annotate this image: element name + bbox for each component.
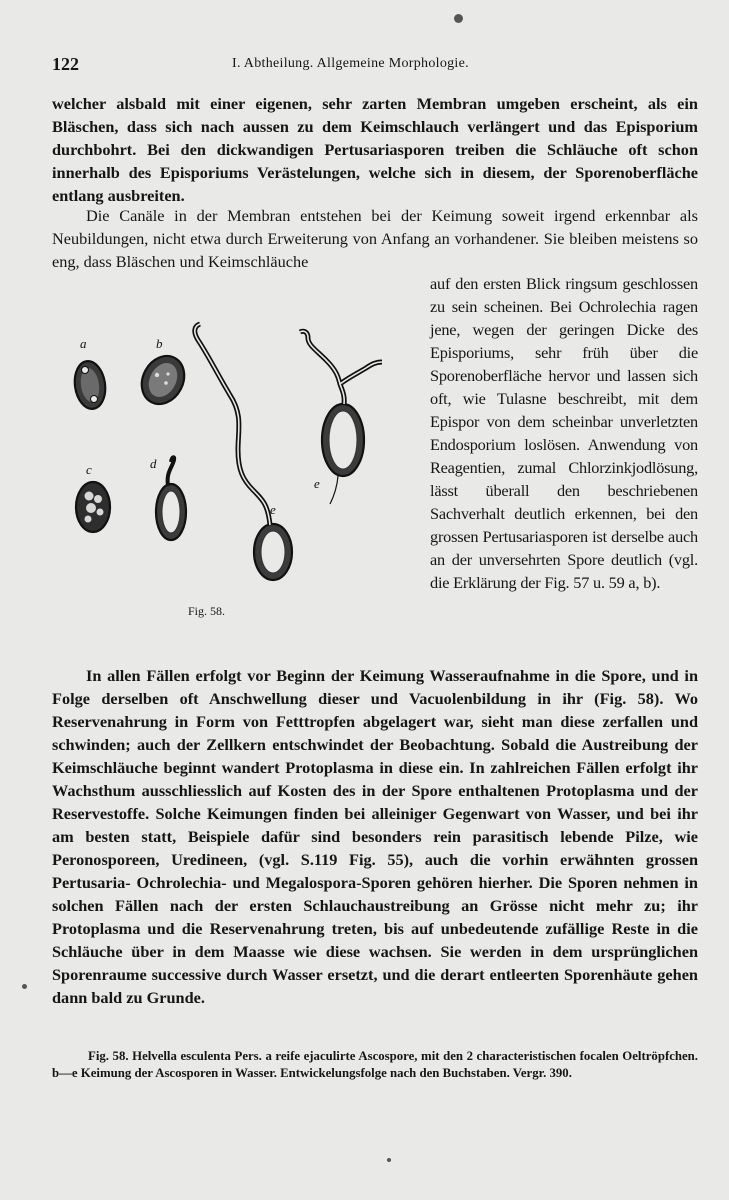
paragraph-1: welcher alsbald mit einer eigenen, sehr zarten Membran umgeben erscheint, als ein Bläschen, dass sich nach aussen zu dem Keimschlauch verlängert und das Episporium durchbohrt. Bei den dickwandigen Pertusariasporen treiben die Schläuche oft schon innerhalb des Episporiums Verästelungen, welche sich in diesem, der Sporenoberfläche entlang ausbreiten. <box>52 94 698 205</box>
figure-letter-b: b <box>156 336 163 351</box>
spore-a <box>72 359 108 411</box>
paragraph-3 <box>52 664 698 1009</box>
spore-e1 <box>195 324 292 580</box>
scan-speck <box>454 14 463 23</box>
paragraph-3-text: In allen Fällen erfolgt vor Beginn der Keimung Wasseraufnahme in die Spore, und in Folge derselben oft Anschwellung dieser und Vacuolenbildung in ihr (Fig. 58). Wo Reservenahrung in Form von Fetttropfen abgelagert war, sieht man diese zerfallen und schwinden; auch der Zellkern entschwindet der Beobachtung. Sobald die Austreibung der Keimschläuche beginnt wandert Protoplasma in diese ein. In zahlreichen Fällen erfolgt ihr Wachsthum ausschliesslich auf Kosten des in der Spore enthaltenen Protoplasma und der Reservestoffe. Solche Keimungen finden bei alleiniger Gegenwart von Wasser, und bei ihr am besten statt, Beispiele dafür sind besonders rein parasitisch lebende Pilze, wie Peronosporeen, Uredineen, (vgl. S.119 Fig. 55), auch die vorhin erwähnten grossen Pertusaria- Ochrolechia- und Megalospora-Sporen gehören hierher. Die Sporen nehmen in solchen Fällen nach der ersten Schlauchaustreibung an Grösse nicht mehr zu; ihr Protoplasma und die Reservenahrung treten, bis auf unbedeutende zufällige Reste in die Schläuche über in dem Maasse wie diese wachsen. Sie werden in dem ursprünglichen Sporenraume successive durch Wasser ersetzt, und die derart entleerten Sporenhäute gehen dann bald zu Grunde. <box>52 666 698 1007</box>
side-column-text: auf den ersten Blick ringsum geschlossen zu sein scheinen. Bei Ochrolechia ragen jene, wegen der geringen Dicke des Episporiums, sehr früh über die Sporenoberfläche hervor und lassen sich oft, wie Tulasne beschreibt, mit dem Epispor von dem scheinbar unverletzten Endosporium loslösen. Anwendung von Reagentien, zumal Chlorzinkjodlösung, lässt überall den beschriebenen Sachverhalt deutlich erkennen, bei den grossen Pertusariasporen ist derselbe auch an der unversehrten Spore deutlich (vgl. die Erklärung der Fig. 57 u. 59 a, b). <box>430 274 698 592</box>
scan-speck <box>22 984 27 989</box>
spore-illustration <box>58 300 418 630</box>
paragraph-2 <box>52 204 698 273</box>
figure-caption <box>52 1048 698 1082</box>
scan-speck <box>387 1158 391 1162</box>
figure-letter-d: d <box>150 456 157 471</box>
figure-letter-a: a <box>80 336 87 351</box>
figure-58 <box>58 300 418 630</box>
paragraph-2-text: Die Canäle in der Membran entstehen bei der Keimung soweit irgend erkennbar als Neubildungen, nicht etwa durch Erweiterung von Anfang an vorhandener. Sie bleiben meistens so eng, dass Bläschen und Keimschläuche <box>52 206 698 271</box>
figure-label: Fig. 58. <box>188 604 226 618</box>
figure-letter-e2: e <box>314 476 320 491</box>
figure-caption-text: Fig. 58. Helvella esculenta Pers. a reife ejaculirte Ascospore, mit den 2 characteristischen focalen Oeltröpfchen. b—e Keimung der Ascosporen in Wasser. Entwickelungsfolge nach den Buchstaben. Vergr. 390. <box>52 1049 698 1080</box>
page-header <box>52 54 702 80</box>
spore-e2 <box>300 331 382 504</box>
spore-d <box>156 457 186 540</box>
figure-letter-c: c <box>86 462 92 477</box>
figure-letter-e1: e <box>270 502 276 517</box>
spore-b <box>134 349 193 412</box>
page-number: 122 <box>52 54 79 74</box>
spore-c <box>76 482 110 532</box>
running-head: I. Abtheilung. Allgemeine Morphologie. <box>232 56 469 71</box>
